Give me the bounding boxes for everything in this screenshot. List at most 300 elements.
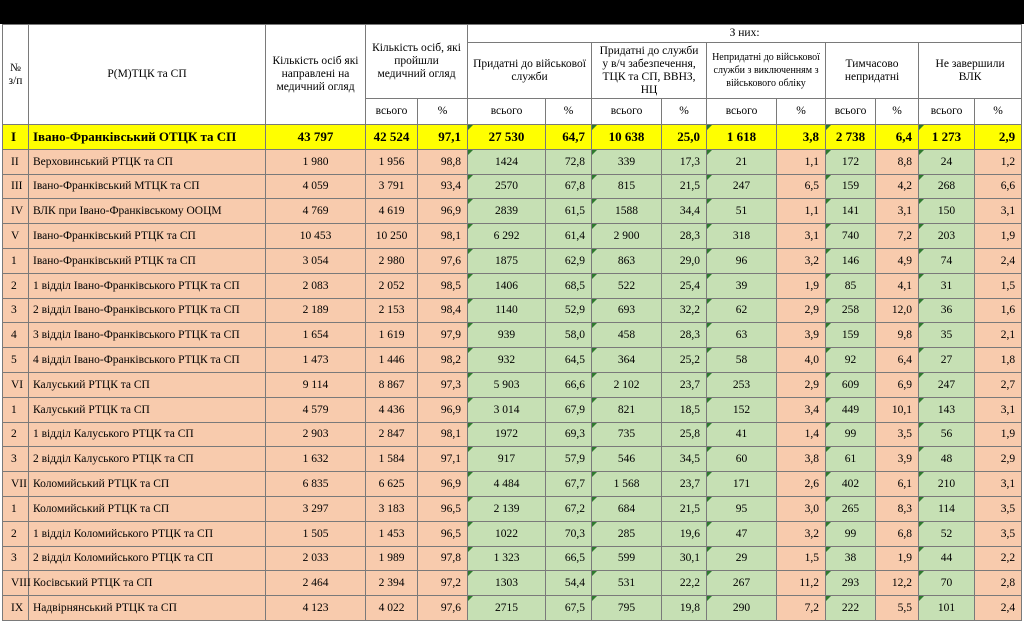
cell-temp-pct: 6,4 <box>876 348 919 373</box>
cell-unfit-pct: 3,2 <box>777 248 826 273</box>
cell-passed-pct: 98,4 <box>418 298 468 323</box>
table-row <box>3 372 1022 397</box>
cell-passed-pct: 97,2 <box>418 571 468 596</box>
cell-fit-pct: 61,5 <box>546 199 592 224</box>
cell-passed-pct: 97,9 <box>418 323 468 348</box>
cell-passed-pct: 97,1 <box>418 125 468 150</box>
cell-passed-pct: 97,6 <box>418 596 468 621</box>
cell-unfit-pct: 1,1 <box>777 149 826 174</box>
table-row <box>3 546 1022 571</box>
cell-fit-pct: 58,0 <box>546 323 592 348</box>
cell-unfit-pct: 1,9 <box>777 273 826 298</box>
cell-temp-pct: 4,1 <box>876 273 919 298</box>
cell-sup: 531 <box>592 571 662 596</box>
cell-nd: 143 <box>919 397 975 422</box>
cell-sup: 693 <box>592 298 662 323</box>
cell-name: Івано-Франківський РТЦК та СП <box>29 248 266 273</box>
cell-passed: 3 183 <box>366 496 418 521</box>
cell-passed-pct: 93,4 <box>418 174 468 199</box>
cell-num: II <box>3 149 29 174</box>
cell-fit: 939 <box>468 323 546 348</box>
cell-sup-pct: 19,8 <box>662 596 707 621</box>
cell-passed: 2 052 <box>366 273 418 298</box>
cell-fit-pct: 68,5 <box>546 273 592 298</box>
cell-name: 1 відділ Калуського РТЦК та СП <box>29 422 266 447</box>
cell-unfit-pct: 3,1 <box>777 224 826 249</box>
cell-unfit-pct: 7,2 <box>777 596 826 621</box>
table-row <box>3 149 1022 174</box>
cell-temp: 85 <box>826 273 876 298</box>
cell-nd-pct: 1,9 <box>975 224 1022 249</box>
cell-unfit: 95 <box>707 496 777 521</box>
cell-fit: 1424 <box>468 149 546 174</box>
cell-fit-pct: 52,9 <box>546 298 592 323</box>
cell-unfit-pct: 3,8 <box>777 125 826 150</box>
cell-temp: 99 <box>826 521 876 546</box>
cell-fit: 27 530 <box>468 125 546 150</box>
cell-fit: 1022 <box>468 521 546 546</box>
cell-nd: 150 <box>919 199 975 224</box>
cell-sup-pct: 19,6 <box>662 521 707 546</box>
cell-passed-pct: 98,8 <box>418 149 468 174</box>
table-row <box>3 571 1022 596</box>
cell-temp: 449 <box>826 397 876 422</box>
cell-unfit: 152 <box>707 397 777 422</box>
cell-sent: 2 189 <box>266 298 366 323</box>
cell-nd-pct: 3,1 <box>975 472 1022 497</box>
cell-unfit-pct: 3,2 <box>777 521 826 546</box>
cell-sup: 364 <box>592 348 662 373</box>
cell-passed: 3 791 <box>366 174 418 199</box>
cell-sup-pct: 25,0 <box>662 125 707 150</box>
cell-unfit: 247 <box>707 174 777 199</box>
cell-temp: 402 <box>826 472 876 497</box>
cell-fit: 1 323 <box>468 546 546 571</box>
cell-sent: 43 797 <box>266 125 366 150</box>
cell-temp: 92 <box>826 348 876 373</box>
cell-sent: 2 033 <box>266 546 366 571</box>
cell-passed-pct: 96,9 <box>418 397 468 422</box>
header-total: всього <box>707 99 777 125</box>
cell-passed: 1 453 <box>366 521 418 546</box>
cell-sup: 863 <box>592 248 662 273</box>
cell-temp: 740 <box>826 224 876 249</box>
header-fit: Придатні до військової служби <box>468 43 592 99</box>
cell-sent: 4 769 <box>266 199 366 224</box>
cell-fit-pct: 72,8 <box>546 149 592 174</box>
cell-nd: 210 <box>919 472 975 497</box>
table-row <box>3 248 1022 273</box>
cell-unfit: 47 <box>707 521 777 546</box>
cell-num: VII <box>3 472 29 497</box>
cell-sent: 4 123 <box>266 596 366 621</box>
cell-fit-pct: 67,5 <box>546 596 592 621</box>
table-row <box>3 596 1022 621</box>
cell-sent: 1 632 <box>266 447 366 472</box>
cell-fit: 1406 <box>468 273 546 298</box>
cell-sup: 1 568 <box>592 472 662 497</box>
cell-unfit-pct: 1,5 <box>777 546 826 571</box>
cell-nd-pct: 1,6 <box>975 298 1022 323</box>
cell-name: 1 відділ Коломийського РТЦК та СП <box>29 521 266 546</box>
cell-unfit-pct: 1,1 <box>777 199 826 224</box>
table-row <box>3 199 1022 224</box>
cell-fit: 2839 <box>468 199 546 224</box>
cell-nd: 247 <box>919 372 975 397</box>
cell-fit-pct: 67,2 <box>546 496 592 521</box>
cell-sent: 10 453 <box>266 224 366 249</box>
cell-name: ВЛК при Івано-Франківському ООЦМ <box>29 199 266 224</box>
cell-sent: 1 505 <box>266 521 366 546</box>
cell-sent: 1 980 <box>266 149 366 174</box>
cell-nd: 27 <box>919 348 975 373</box>
cell-name: Івано-Франківський РТЦК та СП <box>29 224 266 249</box>
cell-sent: 4 059 <box>266 174 366 199</box>
cell-fit-pct: 67,8 <box>546 174 592 199</box>
cell-unfit: 96 <box>707 248 777 273</box>
cell-sup: 2 900 <box>592 224 662 249</box>
cell-sup-pct: 32,2 <box>662 298 707 323</box>
cell-name: 2 відділ Калуського РТЦК та СП <box>29 447 266 472</box>
cell-sent: 6 835 <box>266 472 366 497</box>
cell-num: 1 <box>3 397 29 422</box>
table-row <box>3 397 1022 422</box>
cell-sent: 1 654 <box>266 323 366 348</box>
cell-passed: 1 989 <box>366 546 418 571</box>
cell-fit: 1875 <box>468 248 546 273</box>
table-row <box>3 447 1022 472</box>
cell-nd-pct: 2,8 <box>975 571 1022 596</box>
cell-temp: 172 <box>826 149 876 174</box>
cell-num: IV <box>3 199 29 224</box>
cell-temp: 141 <box>826 199 876 224</box>
cell-temp: 2 738 <box>826 125 876 150</box>
cell-sup-pct: 25,8 <box>662 422 707 447</box>
header-passed: Кількість осіб, які пройшли медичний огляд <box>366 25 468 99</box>
cell-fit: 5 903 <box>468 372 546 397</box>
header-num: № з/п <box>3 25 29 125</box>
cell-passed: 42 524 <box>366 125 418 150</box>
cell-nd: 203 <box>919 224 975 249</box>
header-total: всього <box>366 99 418 125</box>
cell-fit: 932 <box>468 348 546 373</box>
cell-sup-pct: 34,5 <box>662 447 707 472</box>
cell-passed-pct: 96,9 <box>418 472 468 497</box>
cell-fit: 2715 <box>468 596 546 621</box>
top-bar <box>0 0 1024 24</box>
cell-nd-pct: 3,5 <box>975 496 1022 521</box>
header-sent: Кількість осіб які направлені на медичний огляд <box>266 25 366 125</box>
cell-passed-pct: 97,8 <box>418 546 468 571</box>
cell-num: 1 <box>3 496 29 521</box>
cell-passed-pct: 96,9 <box>418 199 468 224</box>
cell-temp: 146 <box>826 248 876 273</box>
cell-temp-pct: 4,9 <box>876 248 919 273</box>
cell-num: 1 <box>3 248 29 273</box>
cell-sup: 2 102 <box>592 372 662 397</box>
header-fit-support: Придатні до служби у в/ч забезпечення, ТЦК та СП, ВВНЗ, НЦ <box>592 43 707 99</box>
header-of-them: З них: <box>468 25 1022 43</box>
cell-passed: 10 250 <box>366 224 418 249</box>
cell-temp-pct: 8,8 <box>876 149 919 174</box>
header-total: всього <box>592 99 662 125</box>
cell-sup: 522 <box>592 273 662 298</box>
header-name: Р(М)ТЦК та СП <box>29 25 266 125</box>
cell-temp: 222 <box>826 596 876 621</box>
cell-sup: 546 <box>592 447 662 472</box>
cell-fit-pct: 67,7 <box>546 472 592 497</box>
cell-nd-pct: 2,4 <box>975 248 1022 273</box>
cell-unfit-pct: 1,4 <box>777 422 826 447</box>
cell-unfit-pct: 3,0 <box>777 496 826 521</box>
cell-fit-pct: 69,3 <box>546 422 592 447</box>
cell-fit-pct: 64,7 <box>546 125 592 150</box>
cell-nd: 56 <box>919 422 975 447</box>
cell-fit-pct: 67,9 <box>546 397 592 422</box>
cell-nd: 24 <box>919 149 975 174</box>
cell-nd-pct: 2,9 <box>975 125 1022 150</box>
cell-sup: 815 <box>592 174 662 199</box>
cell-nd: 70 <box>919 571 975 596</box>
cell-fit: 6 292 <box>468 224 546 249</box>
cell-fit-pct: 70,3 <box>546 521 592 546</box>
medical-exam-table <box>2 24 1022 621</box>
cell-temp-pct: 6,1 <box>876 472 919 497</box>
cell-temp: 159 <box>826 323 876 348</box>
cell-temp: 159 <box>826 174 876 199</box>
cell-sup: 735 <box>592 422 662 447</box>
cell-sup: 339 <box>592 149 662 174</box>
cell-temp: 609 <box>826 372 876 397</box>
cell-nd: 36 <box>919 298 975 323</box>
cell-temp: 258 <box>826 298 876 323</box>
header-pct: % <box>546 99 592 125</box>
cell-name: 2 відділ Івано-Франківського РТЦК та СП <box>29 298 266 323</box>
header-total: всього <box>826 99 876 125</box>
cell-name: Коломийський РТЦК та СП <box>29 496 266 521</box>
cell-fit: 2 139 <box>468 496 546 521</box>
cell-nd-pct: 1,8 <box>975 348 1022 373</box>
cell-temp-pct: 6,4 <box>876 125 919 150</box>
cell-sup-pct: 25,2 <box>662 348 707 373</box>
cell-unfit-pct: 4,0 <box>777 348 826 373</box>
cell-num: V <box>3 224 29 249</box>
cell-temp-pct: 3,9 <box>876 447 919 472</box>
cell-nd: 52 <box>919 521 975 546</box>
cell-name: Косівський РТЦК та СП <box>29 571 266 596</box>
cell-unfit: 171 <box>707 472 777 497</box>
cell-fit-pct: 57,9 <box>546 447 592 472</box>
cell-unfit: 267 <box>707 571 777 596</box>
cell-fit: 917 <box>468 447 546 472</box>
cell-sent: 2 903 <box>266 422 366 447</box>
cell-nd: 44 <box>919 546 975 571</box>
cell-nd: 35 <box>919 323 975 348</box>
cell-sup-pct: 23,7 <box>662 372 707 397</box>
cell-nd: 114 <box>919 496 975 521</box>
header-not-done: Не завершили ВЛК <box>919 43 1022 99</box>
cell-passed-pct: 97,6 <box>418 248 468 273</box>
cell-sup-pct: 18,5 <box>662 397 707 422</box>
table-row <box>3 298 1022 323</box>
cell-num: 2 <box>3 422 29 447</box>
cell-fit: 1972 <box>468 422 546 447</box>
header-pct: % <box>418 99 468 125</box>
cell-fit: 1140 <box>468 298 546 323</box>
cell-passed-pct: 98,5 <box>418 273 468 298</box>
cell-nd-pct: 1,2 <box>975 149 1022 174</box>
cell-unfit-pct: 11,2 <box>777 571 826 596</box>
cell-passed: 1 446 <box>366 348 418 373</box>
cell-sup: 684 <box>592 496 662 521</box>
table-body <box>3 125 1022 621</box>
cell-temp-pct: 6,8 <box>876 521 919 546</box>
cell-sup: 285 <box>592 521 662 546</box>
cell-temp: 38 <box>826 546 876 571</box>
header-pct: % <box>777 99 826 125</box>
cell-nd-pct: 1,5 <box>975 273 1022 298</box>
cell-unfit-pct: 2,9 <box>777 372 826 397</box>
cell-unfit-pct: 3,4 <box>777 397 826 422</box>
cell-name: Калуський РТЦК та СП <box>29 397 266 422</box>
cell-sent: 3 054 <box>266 248 366 273</box>
cell-name: Верховинський РТЦК та СП <box>29 149 266 174</box>
cell-passed: 1 956 <box>366 149 418 174</box>
cell-passed-pct: 98,1 <box>418 224 468 249</box>
cell-sup: 599 <box>592 546 662 571</box>
cell-passed: 6 625 <box>366 472 418 497</box>
cell-sup-pct: 34,4 <box>662 199 707 224</box>
cell-num: VIII <box>3 571 29 596</box>
cell-name: 2 відділ Коломийського РТЦК та СП <box>29 546 266 571</box>
cell-sup-pct: 29,0 <box>662 248 707 273</box>
cell-unfit: 51 <box>707 199 777 224</box>
cell-sent: 1 473 <box>266 348 366 373</box>
cell-unfit: 318 <box>707 224 777 249</box>
cell-sup-pct: 25,4 <box>662 273 707 298</box>
cell-nd-pct: 6,6 <box>975 174 1022 199</box>
cell-passed: 1 584 <box>366 447 418 472</box>
cell-temp-pct: 3,5 <box>876 422 919 447</box>
cell-temp: 293 <box>826 571 876 596</box>
cell-sup-pct: 28,3 <box>662 224 707 249</box>
cell-sent: 9 114 <box>266 372 366 397</box>
cell-num: III <box>3 174 29 199</box>
cell-sent: 3 297 <box>266 496 366 521</box>
cell-sup-pct: 21,5 <box>662 174 707 199</box>
cell-num: IX <box>3 596 29 621</box>
cell-passed-pct: 96,5 <box>418 496 468 521</box>
cell-num: 3 <box>3 447 29 472</box>
header-total: всього <box>919 99 975 125</box>
cell-passed: 4 436 <box>366 397 418 422</box>
cell-sup-pct: 23,7 <box>662 472 707 497</box>
cell-unfit: 60 <box>707 447 777 472</box>
header-total: всього <box>468 99 546 125</box>
cell-unfit-pct: 2,9 <box>777 298 826 323</box>
cell-temp-pct: 10,1 <box>876 397 919 422</box>
header-pct: % <box>975 99 1022 125</box>
cell-passed-pct: 97,3 <box>418 372 468 397</box>
cell-unfit: 63 <box>707 323 777 348</box>
table-row <box>3 323 1022 348</box>
cell-nd-pct: 3,1 <box>975 397 1022 422</box>
table-row <box>3 125 1022 150</box>
cell-nd: 268 <box>919 174 975 199</box>
cell-sent: 2 464 <box>266 571 366 596</box>
cell-sup: 795 <box>592 596 662 621</box>
table-row <box>3 472 1022 497</box>
cell-passed: 4 022 <box>366 596 418 621</box>
cell-passed: 4 619 <box>366 199 418 224</box>
cell-sup-pct: 17,3 <box>662 149 707 174</box>
cell-sup: 458 <box>592 323 662 348</box>
table-header <box>3 25 1022 125</box>
cell-sent: 4 579 <box>266 397 366 422</box>
cell-num: 2 <box>3 521 29 546</box>
cell-num: 3 <box>3 298 29 323</box>
cell-nd-pct: 2,9 <box>975 447 1022 472</box>
cell-nd-pct: 2,4 <box>975 596 1022 621</box>
cell-passed: 2 980 <box>366 248 418 273</box>
cell-name: Надвірнянський РТЦК та СП <box>29 596 266 621</box>
table-row <box>3 422 1022 447</box>
cell-nd: 1 273 <box>919 125 975 150</box>
cell-unfit: 290 <box>707 596 777 621</box>
cell-fit-pct: 64,5 <box>546 348 592 373</box>
table-row <box>3 496 1022 521</box>
cell-unfit-pct: 2,6 <box>777 472 826 497</box>
cell-sup: 821 <box>592 397 662 422</box>
cell-nd: 101 <box>919 596 975 621</box>
cell-passed: 1 619 <box>366 323 418 348</box>
cell-passed: 2 153 <box>366 298 418 323</box>
cell-unfit: 62 <box>707 298 777 323</box>
table-row <box>3 174 1022 199</box>
cell-passed-pct: 97,1 <box>418 447 468 472</box>
cell-num: 5 <box>3 348 29 373</box>
cell-num: 2 <box>3 273 29 298</box>
cell-num: VI <box>3 372 29 397</box>
cell-passed: 2 847 <box>366 422 418 447</box>
cell-name: 3 відділ Івано-Франківського РТЦК та СП <box>29 323 266 348</box>
header-pct: % <box>876 99 919 125</box>
cell-unfit-pct: 6,5 <box>777 174 826 199</box>
cell-temp-pct: 5,5 <box>876 596 919 621</box>
cell-num: 4 <box>3 323 29 348</box>
cell-unfit-pct: 3,9 <box>777 323 826 348</box>
cell-unfit: 253 <box>707 372 777 397</box>
header-unfit: Непридатні до військової служби з виключенням з військового обліку <box>707 43 826 99</box>
cell-fit-pct: 61,4 <box>546 224 592 249</box>
table-row <box>3 224 1022 249</box>
cell-fit: 4 484 <box>468 472 546 497</box>
cell-unfit: 41 <box>707 422 777 447</box>
cell-fit-pct: 66,6 <box>546 372 592 397</box>
cell-passed: 8 867 <box>366 372 418 397</box>
cell-name: Калуський РТЦК та СП <box>29 372 266 397</box>
cell-temp-pct: 4,2 <box>876 174 919 199</box>
cell-fit-pct: 54,4 <box>546 571 592 596</box>
cell-temp-pct: 12,0 <box>876 298 919 323</box>
cell-nd-pct: 3,5 <box>975 521 1022 546</box>
cell-unfit-pct: 3,8 <box>777 447 826 472</box>
cell-sup-pct: 22,2 <box>662 571 707 596</box>
cell-nd: 48 <box>919 447 975 472</box>
cell-fit: 3 014 <box>468 397 546 422</box>
cell-passed: 2 394 <box>366 571 418 596</box>
cell-temp-pct: 6,9 <box>876 372 919 397</box>
